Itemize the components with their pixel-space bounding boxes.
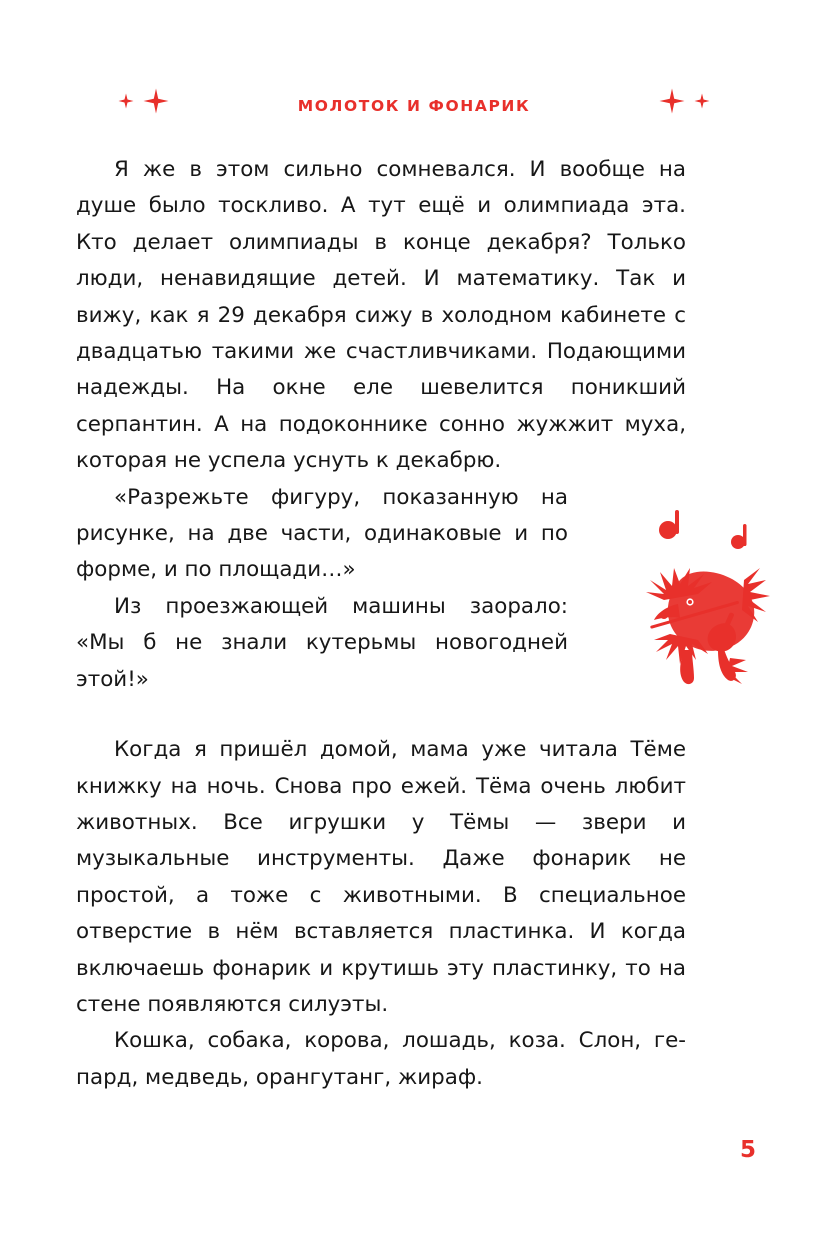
hedgehog-with-violin-illustration [634,508,774,698]
section-break [76,698,686,732]
small-sparkle-icon [694,93,710,109]
paragraph: Я же в этом сильно сомневался. И вообще на душе было тоскливо. А тут ещё и олимпиада эта. Кто делает олимпиады в конце декабря? Только люди, ненавидящие детей. И математику. Так и вижу, как я 29 декабря сижу в холодном кабинете с двадцатью такими же счастливчиками. Подающими надежды. На окне еле шевелится поникший серпантин. А на подоконнике сонно жужжит муха, которая не успела уснуть к декабрю. [76,157,686,474]
running-head-title: МОЛОТОК И ФОНАРИК [297,97,531,115]
paragraph: «Разрежьте фигуру, показанную на рисунке, на две части, одинаковые и по форме, и по площади…» [76,484,568,583]
paragraph: Когда я пришёл домой, мама уже читала Тёме книжку на ночь. Снова про ежей. Тёма очень любит животных. Все игрушки у Тёмы — звери и музыкальные инструменты. Даже фонарик не простой, а тоже с животными. В специальное отверстие в нём вставляется пластинка. И когда включаешь фонарик и крутишь эту пластинку, то на стене появляются силуэты. [76,737,686,1017]
page-number: 5 [739,1137,756,1163]
paragraph: Из проезжающей машины заорало: «Мы б не знали кутерьмы новогодней этой!» [76,593,568,692]
large-sparkle-icon [659,88,685,114]
paragraph: Кошка, собака, корова, лошадь, коза. Слон, гепард, медведь, орангутанг, жираф. [76,1028,686,1090]
page-body [76,152,686,1096]
ornament-right [659,88,710,114]
